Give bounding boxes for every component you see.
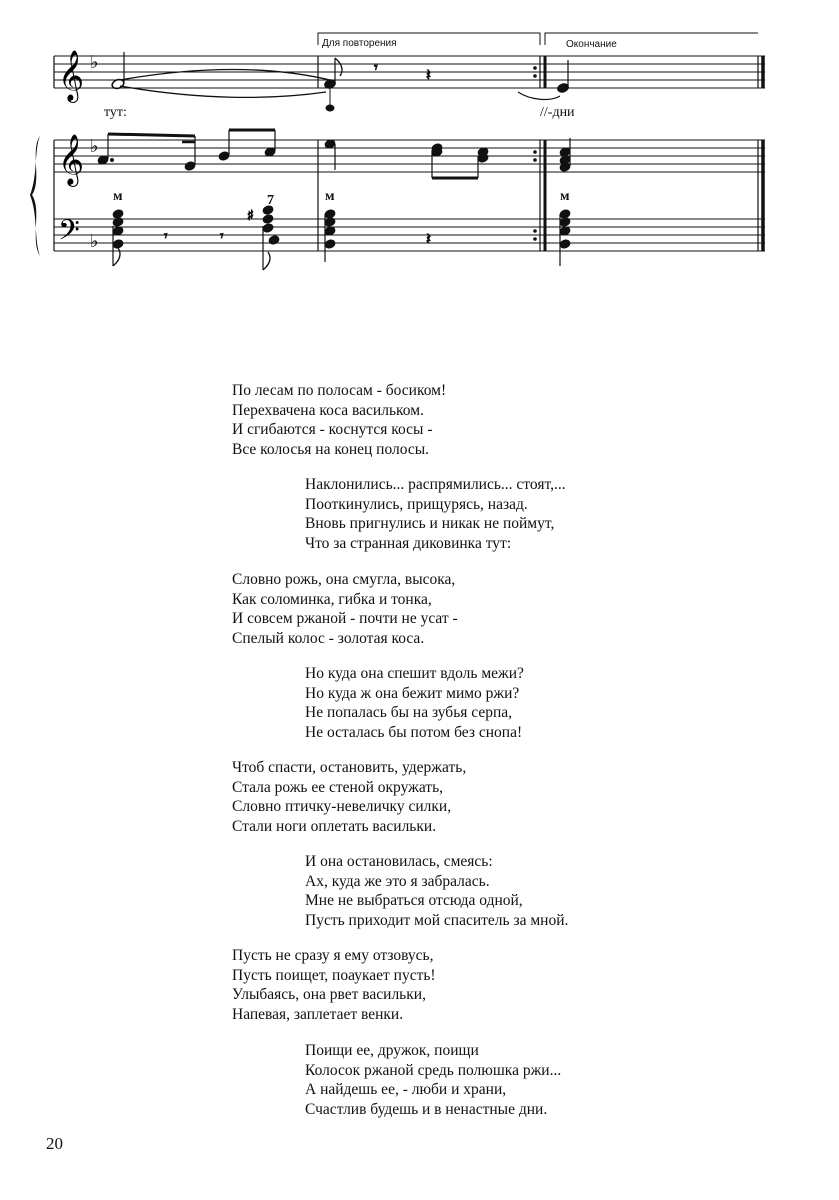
poem-line: Не попалась бы на зубья серпа, [305,704,513,721]
svg-text:𝄽: 𝄽 [426,229,431,248]
svg-text:𝄽: 𝄽 [426,65,431,84]
lyric-right: //-дни [540,105,575,120]
treble-clef-icon: 𝄞 [58,134,85,185]
poem-line: И сгибаются - коснутся косы - [232,421,433,438]
flat-icon: ♭ [90,136,99,157]
stanza [305,1041,561,1119]
poem-line: Как соломинка, гибка и тонка, [232,590,432,608]
flat-icon: ♭ [90,231,99,252]
chord-mark: м [113,189,123,204]
chord-mark: м [560,189,570,204]
poem-line: И она остановилась, смеясь: [305,853,493,870]
repeat-label: Для повторения [322,38,397,49]
poem-line: Счастлив будешь и в ненастные дни. [305,1100,548,1118]
poem-line: Напевая, заплетает венки. [232,1005,404,1023]
poem-line: По лесам по полосам - босиком! [232,382,447,399]
poem-line: Перехвачена коса васильком. [232,401,424,419]
poem-line: Стали ноги оплетать васильки. [232,817,437,835]
flat-icon: ♭ [90,52,99,73]
poem-line: А найдешь ее, - люби и храни, [305,1081,507,1098]
stanza [232,570,458,648]
stanza [232,381,446,459]
lyric-left: тут: [104,105,127,120]
fingering-mark: 7 [267,193,274,208]
treble-clef-icon: 𝄞 [58,50,85,101]
poem-line: Колосок ржаной средь полюшка ржи... [305,1061,562,1079]
poem-line: Не осталась бы потом без снопа! [305,723,523,741]
page-number: 20 [46,1134,63,1153]
svg-text:♯: ♯ [247,208,254,224]
stanza [305,664,524,742]
poem-line: Пусть поищет, поаукает пусть! [232,966,436,984]
poem-line: Стала рожь ее стеной окружать, [232,778,444,796]
poem-line: Словно рожь, она смугла, высока, [232,571,456,588]
poem-line: Пусть приходит мой спаситель за мной. [305,911,569,929]
ending-label: Окончание [566,39,617,50]
poem-line: И совсем ржаной - почти не усат - [232,610,458,627]
poem-line: Но куда она спешит вдоль межи? [305,665,524,682]
stanza [232,758,466,836]
poem-line: Что за странная диковинка тут: [305,534,512,552]
svg-text:𝄾: 𝄾 [164,229,168,244]
chord-mark: м [325,189,335,204]
poem-line: Ах, куда же это я забралась. [305,872,490,890]
poem-line: Мне не выбраться отсюда одной, [305,892,523,909]
stanza [305,475,566,553]
poem-line: Пооткинулись, прищурясь, назад. [305,495,528,513]
poem-line: Все колосья на конец полосы. [232,440,430,458]
stanza [305,852,568,930]
poem-line: Улыбаясь, она рвет васильки, [232,986,426,1003]
poem-line: Чтоб спасти, остановить, удержать, [232,759,467,776]
poem-line: Словно птичку-невеличку силки, [232,798,452,815]
svg-text:𝄾: 𝄾 [220,229,224,244]
poem-line: Вновь пригнулись и никак не поймут, [305,515,555,532]
poem-line: Пусть не сразу я ему отзовусь, [232,947,434,964]
bass-clef-icon: 𝄢 [58,214,80,254]
poem-line: Но куда ж она бежит мимо ржи? [305,684,520,702]
poem-line: Поищи ее, дружок, поищи [305,1042,479,1059]
svg-text:𝄾: 𝄾 [374,60,378,76]
poem-line: Наклонились... распрямились... стоят,... [305,476,566,493]
stanza [232,946,436,1024]
poem-line: Спелый колос - золотая коса. [232,629,425,647]
